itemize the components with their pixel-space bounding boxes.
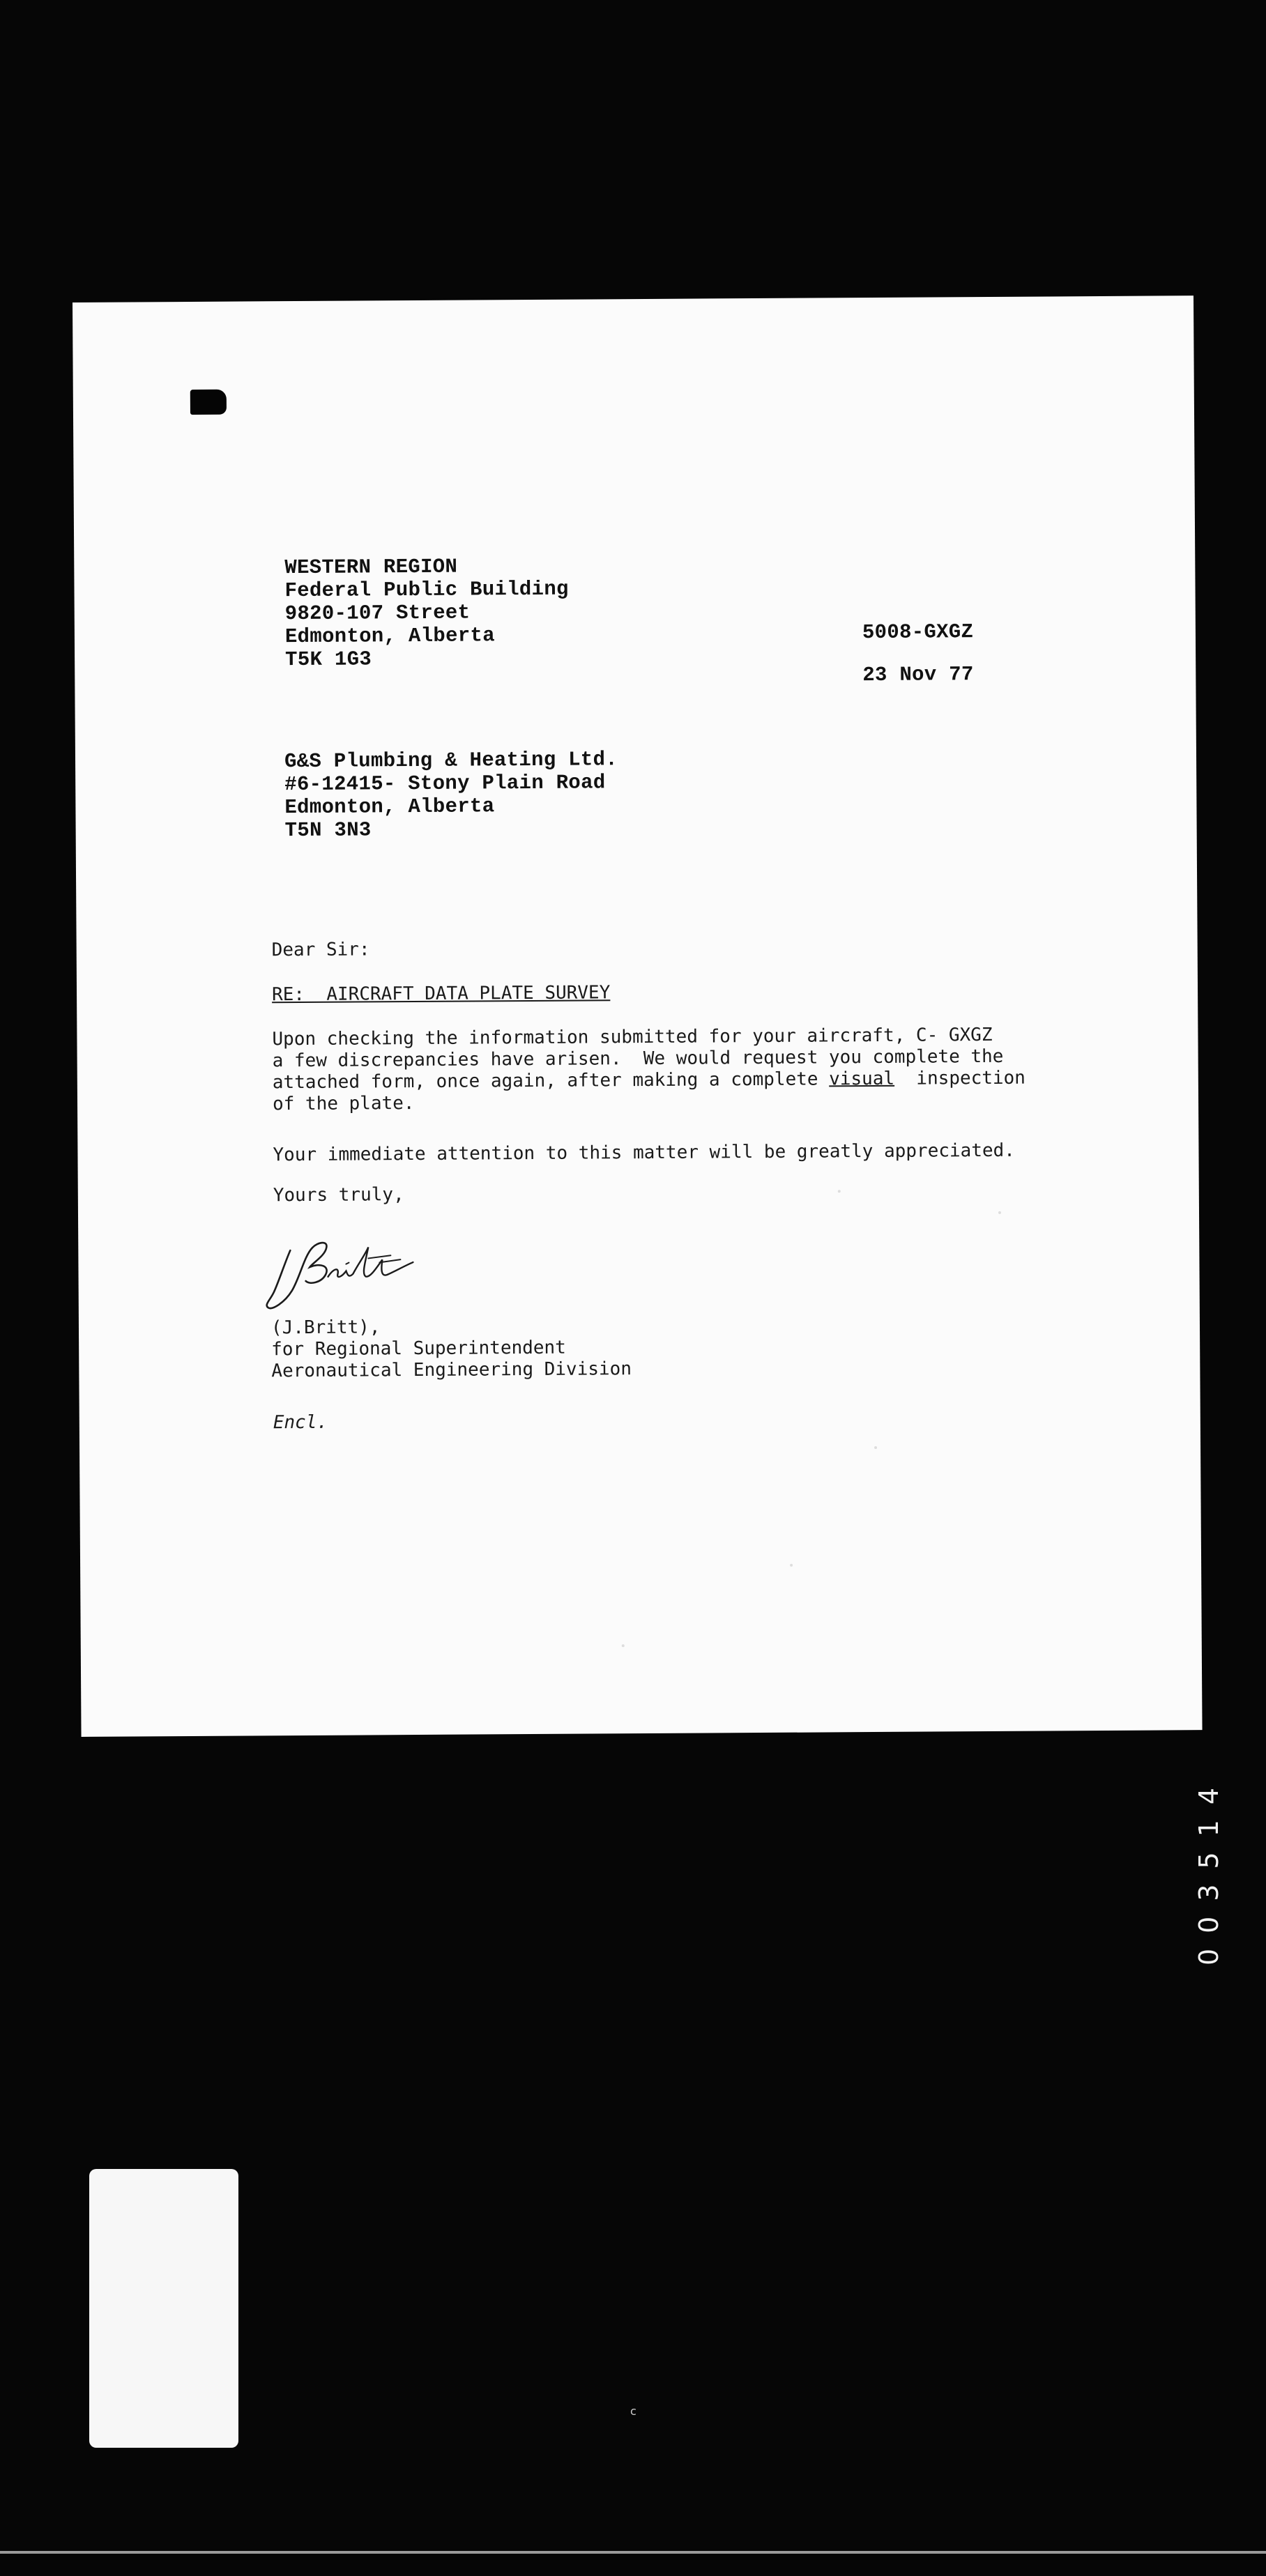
signatory-name: (J.Britt), xyxy=(270,1317,381,1339)
frame-number-text: 003514 xyxy=(1193,1772,1224,1965)
sender-address xyxy=(284,555,569,671)
body-line: Upon checking the information submitted for your aircraft, C- GXGZ xyxy=(272,1024,993,1050)
handwritten-signature xyxy=(264,1234,425,1312)
body-line-start: attached form, once again, after making a complete xyxy=(272,1068,830,1094)
body-line: of the plate. xyxy=(272,1093,415,1115)
emphasized-word: visual xyxy=(829,1068,895,1090)
film-leader-tab xyxy=(89,2169,238,2448)
sender-line: Federal Public Building xyxy=(284,577,569,603)
sender-line: 9820-107 Street xyxy=(284,601,471,626)
recipient-line: T5N 3N3 xyxy=(284,818,372,843)
recipient-line: G&S Plumbing & Heating Ltd. xyxy=(284,748,618,774)
dust-speck xyxy=(622,1644,625,1647)
recipient-address xyxy=(284,748,618,842)
salutation: Dear Sir: xyxy=(271,939,370,961)
sender-line: T5K 1G3 xyxy=(285,647,372,672)
sender-line: Edmonton, Alberta xyxy=(284,624,495,649)
recipient-line: Edmonton, Alberta xyxy=(284,795,495,820)
closing: Yours truly, xyxy=(273,1184,404,1206)
enclosure-note: Encl. xyxy=(273,1411,328,1434)
film-edge-line xyxy=(0,2551,1266,2554)
subject-line: RE: AIRCRAFT DATA PLATE SURVEY xyxy=(271,982,611,1006)
recipient-line: #6-12415- Stony Plain Road xyxy=(284,771,606,797)
dust-speck xyxy=(838,1190,841,1193)
body-line xyxy=(273,1068,1025,1094)
signatory-division: Aeronautical Engineering Division xyxy=(271,1358,632,1382)
letter-date: 23 Nov 77 xyxy=(862,663,974,687)
sender-line: WESTERN REGION xyxy=(284,555,458,580)
file-reference: 5008-GXGZ xyxy=(862,620,974,645)
dust-speck xyxy=(790,1564,793,1567)
hole-punch-mark xyxy=(190,390,227,415)
body-line: a few discrepancies have arisen. We would request you complete the xyxy=(272,1045,1004,1072)
film-corner-mark: c xyxy=(630,2405,636,2418)
body-paragraph-2: Your immediate attention to this matter will be greatly appreciated. xyxy=(273,1140,1015,1166)
body-line-end: inspection xyxy=(894,1067,1026,1089)
signatory-title: for Regional Superintendent xyxy=(271,1337,566,1360)
dust-speck xyxy=(874,1446,877,1449)
reference-block xyxy=(862,620,974,687)
body-paragraph-1 xyxy=(272,1025,1025,1116)
signature-block xyxy=(271,1315,632,1382)
dust-speck xyxy=(998,1211,1001,1214)
letter-page xyxy=(73,296,1203,1737)
film-frame-number xyxy=(1193,1728,1235,1965)
